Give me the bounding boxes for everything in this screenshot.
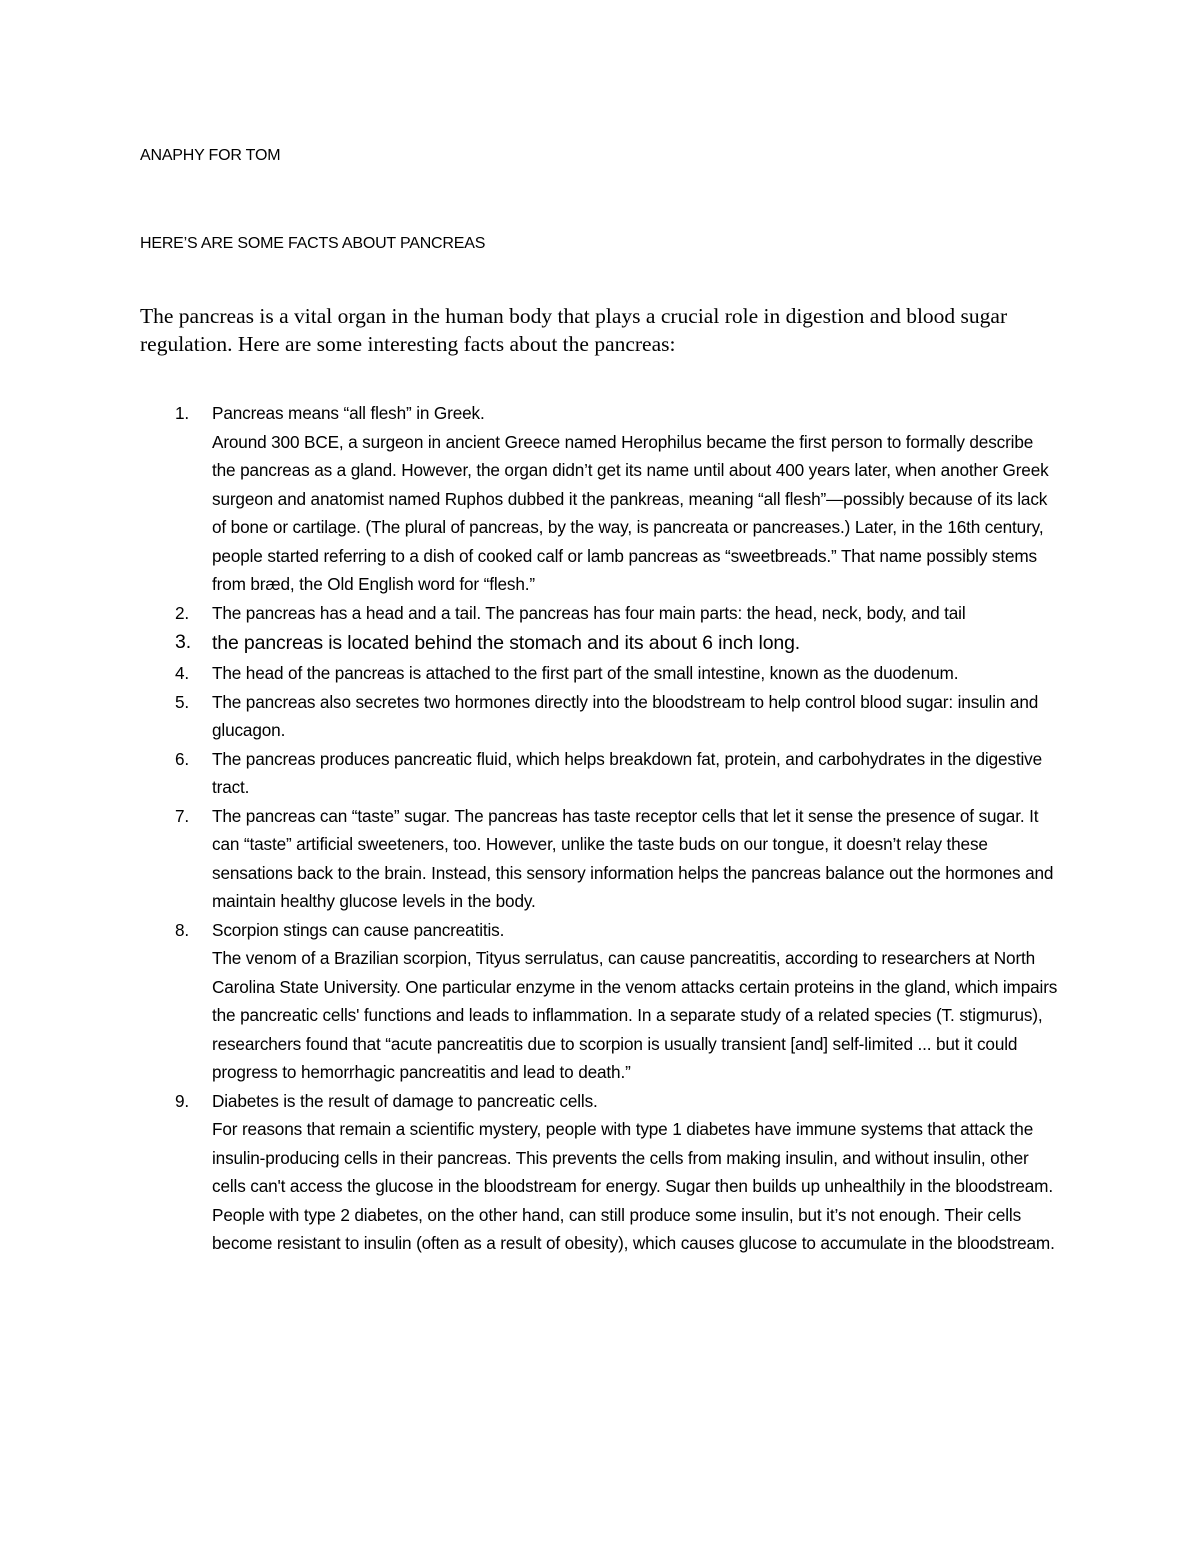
list-number: 8. [175, 919, 190, 940]
list-item [140, 1087, 1060, 1258]
list-item [140, 659, 1060, 688]
document-subtitle: HERE’S ARE SOME FACTS ABOUT PANCREAS [140, 235, 486, 252]
document-title: ANAPHY FOR TOM [140, 147, 281, 164]
list-number: 4. [175, 663, 190, 683]
list-item [140, 916, 1060, 1087]
list-item [140, 399, 1060, 599]
list-number: 3. [175, 631, 191, 653]
fact-heading: Pancreas means “all flesh” in Greek. [212, 403, 485, 423]
fact-heading: Diabetes is the result of damage to pancreatic cells. [212, 1090, 598, 1111]
fact-heading: Scorpion stings can cause pancreatitis. [212, 919, 505, 940]
list-item [140, 745, 1060, 802]
fact-detail: The venom of a Brazilian scorpion, Tityus serrulatus, can cause pancreatitis, according to researchers at North Carolina State University. One particular enzyme in the venom attacks certain proteins in the gland, which impairs the pancreatic cells' functions and leads to inflammation. In a separate study of a related species (T. stigmurus), researchers found that “acute pancreatitis due to scorpion is usually transient [and] self-limited ... but it could progress to hemorrhagic pancreatitis and lead to death.” [212, 948, 1058, 1082]
fact-text: The pancreas has a head and a tail. The pancreas has four main parts: the head, neck, body, and tail [212, 602, 966, 623]
fact-text: The pancreas can “taste” sugar. The pancreas has taste receptor cells that let it sense the presence of sugar. It can “taste” artificial sweeteners, too. However, unlike the taste buds on our tongue, it doesn’t relay these sensations back to the brain. Instead, this sensory information helps the pancreas balance out the hormones and maintain healthy glucose levels in the body. [212, 805, 1054, 911]
list-number: 6. [175, 748, 190, 769]
list-number: 1. [175, 403, 190, 423]
intro-paragraph: The pancreas is a vital organ in the human body that plays a crucial role in digestion and blood sugar regulation. Here are some interesting facts about the pancreas: [140, 304, 1008, 356]
fact-text: The head of the pancreas is attached to the first part of the small intestine, known as the duodenum. [212, 663, 959, 683]
list-number: 5. [175, 691, 190, 712]
list-item [140, 599, 1060, 628]
list-item [140, 627, 1060, 659]
list-item [140, 802, 1060, 916]
fact-text: the pancreas is located behind the stomach and its about 6 inch long. [212, 632, 801, 654]
fact-text: The pancreas produces pancreatic fluid, which helps breakdown fat, protein, and carbohydrates in the digestive tract. [212, 748, 1043, 797]
list-number: 7. [175, 805, 190, 826]
fact-detail: For reasons that remain a scientific mystery, people with type 1 diabetes have immune systems that attack the insulin-producing cells in their pancreas. This prevents the cells from making insulin, and without insulin, other cells can't access the glucose in the bloodstream for energy. Sugar then builds up unhealthily in the bloodstream. People with type 2 diabetes, on the other hand, can still produce some insulin, but it’s not enough. Their cells become resistant to insulin (often as a result of obesity), which causes glucose to accumulate in the bloodstream. [212, 1119, 1055, 1253]
list-item [140, 688, 1060, 745]
facts-list [140, 399, 1060, 1258]
list-number: 2. [175, 602, 190, 623]
fact-detail: Around 300 BCE, a surgeon in ancient Greece named Herophilus became the first person to formally describe the pancreas as a gland. However, the organ didn’t get its name until about 400 years later, when another Greek surgeon and anatomist named Ruphos dubbed it the pankreas, meaning “all flesh”—possibly because of its lack of bone or cartilage. (The plural of pancreas, by the way, is pancreata or pancreases.) Later, in the 16th century, people started referring to a dish of cooked calf or lamb pancreas as “sweetbreads.” That name possibly stems from bræd, the Old English word for “flesh.” [212, 431, 1049, 594]
list-number: 9. [175, 1090, 190, 1111]
fact-text: The pancreas also secretes two hormones directly into the bloodstream to help control blood sugar: insulin and glucagon. [212, 691, 1039, 740]
